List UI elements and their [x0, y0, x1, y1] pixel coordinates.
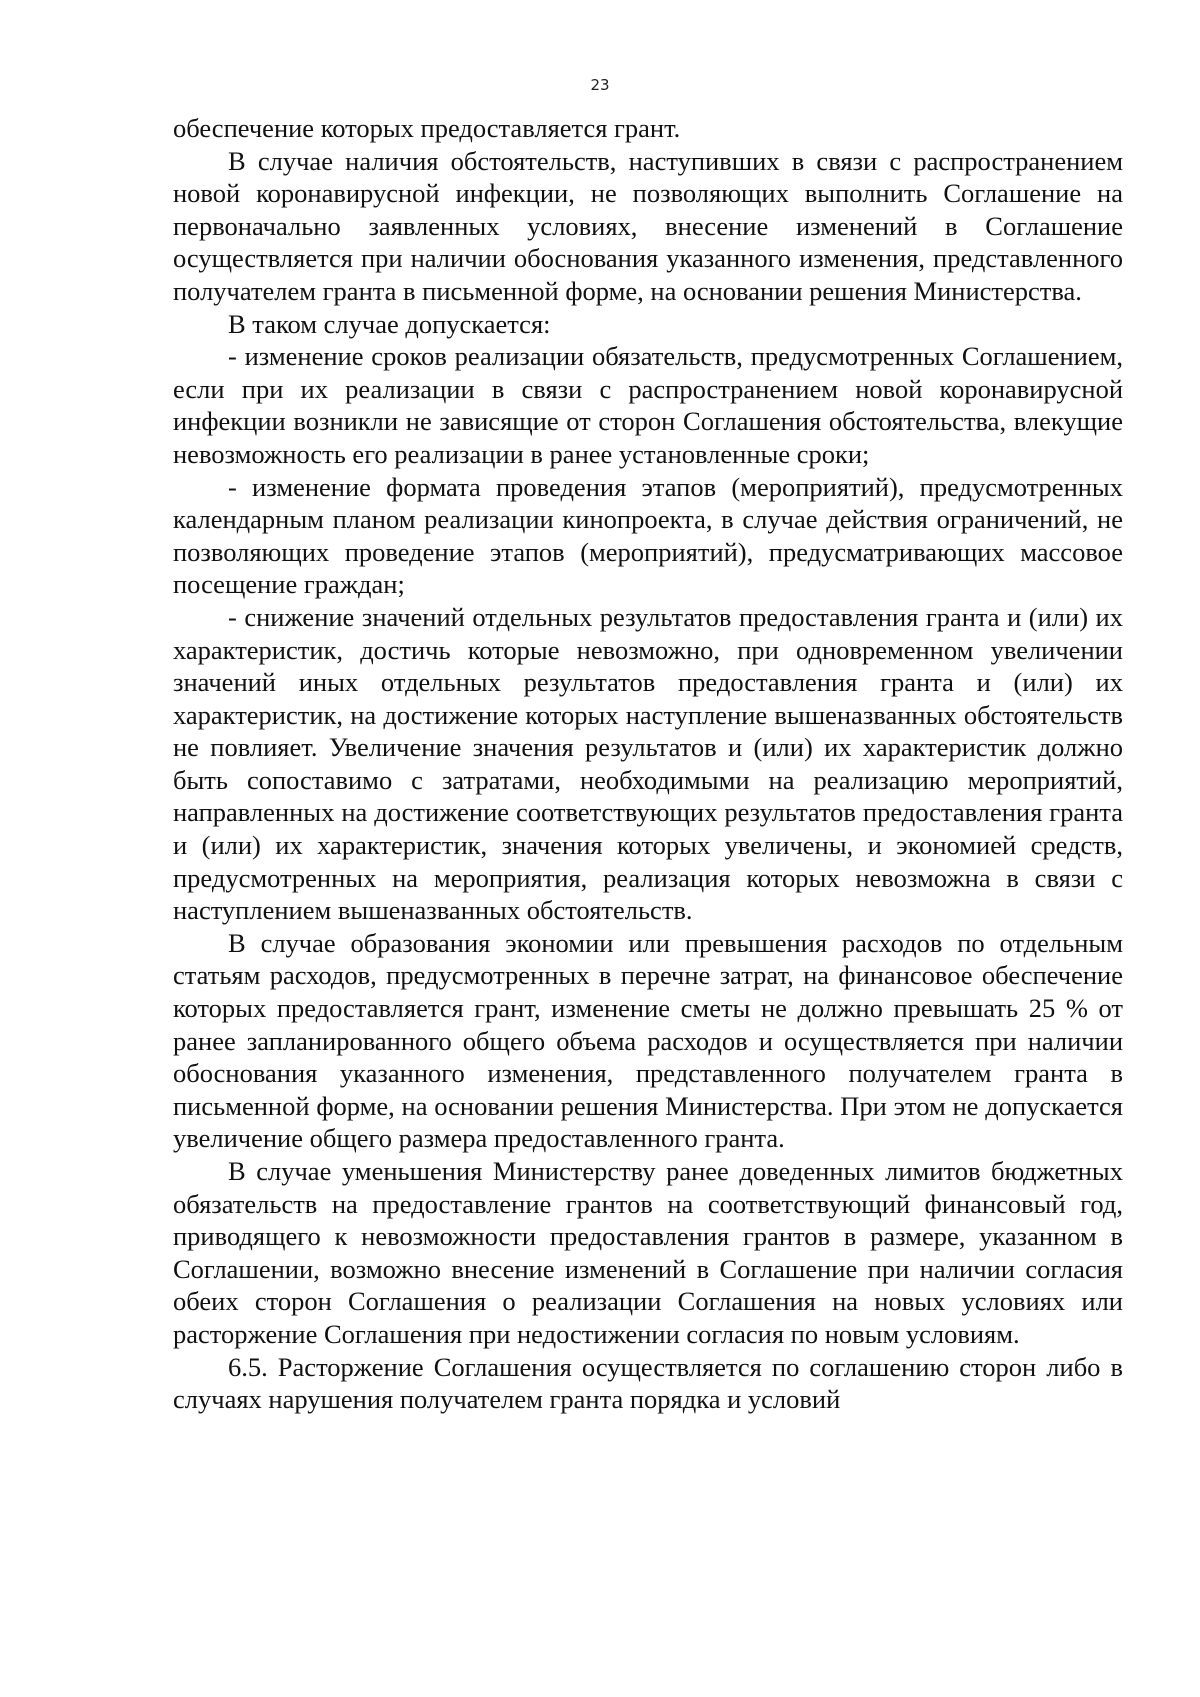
page-number: 23	[590, 76, 610, 94]
document-body	[173, 112, 1123, 1416]
paragraph-allowed-intro: В таком случае допускается:	[228, 308, 551, 339]
list-item-results: - снижение значений отдельных результатов предоставления гранта и (или) их характеристик, достичь которые невозможно, при одновременном увеличении значений иных отдельных результатов предоставления гранта и (или) их характеристик, на достижение которых наступление вышеназванных обстоятельств не повлияет. Увеличение значения результатов и (или) их характеристик должно быть сопоставимо с затратами, необходимыми на реализацию мероприятий, направленных на достижение соответствующих результатов предоставления гранта и (или) их характеристик, значения которых увеличены, и экономией средств, предусмотренных на мероприятия, реализация которых невозможна в связи с наступлением вышеназванных обстоятельств.	[173, 601, 1123, 926]
paragraph-budget-savings: В случае образования экономии или превышения расходов по отдельным статьям расходов, предусмотренных в перечне затрат, на финансовое обеспечение которых предоставляется грант, изменение сметы не должно превышать 25 % от ранее запланированного общего объема расходов и осуществляется при наличии обоснования указанного изменения, представленного получателем гранта в письменной форме, на основании решения Министерства. При этом не допускается увеличение общего размера предоставленного гранта.	[173, 927, 1123, 1154]
list-item-deadlines: - изменение сроков реализации обязательств, предусмотренных Соглашением, если при их реализации в связи с распространением новой коронавирусной инфекции возникли не зависящие от сторон Соглашения обстоятельства, влекущие невозможность его реализации в ранее установленные сроки;	[173, 341, 1123, 469]
list-item-format: - изменение формата проведения этапов (мероприятий), предусмотренных календарным планом реализации кинопроекта, в случае действия ограничений, не позволяющих проведение этапов (мероприятий), предусматривающих массовое посещение граждан;	[173, 471, 1123, 600]
paragraph-covid-changes: В случае наличия обстоятельств, наступивших в связи с распространением новой коронавирусной инфекции, не позволяющих выполнить Соглашение на первоначально заявленных условиях, внесение изменений в Соглашение осуществляется при наличии обоснования указанного изменения, представленного получателем гранта в письменной форме, на основании решения Министерства.	[173, 145, 1123, 306]
paragraph-continuation: обеспечение которых предоставляется грант.	[173, 113, 681, 143]
paragraph-limits-reduction: В случае уменьшения Министерству ранее доведенных лимитов бюджетных обязательств на предоставление грантов на соответствующий финансовый год, приводящего к невозможности предоставления грантов в размере, указанном в Соглашении, возможно внесение изменений в Соглашение при наличии согласия обеих сторон Соглашения о реализации Соглашения на новых условиях или расторжение Соглашения при недостижении согласия по новым условиям.	[173, 1156, 1123, 1349]
paragraph-termination: 6.5. Расторжение Соглашения осуществляется по соглашению сторон либо в случаях нарушения получателем гранта порядка и условий	[173, 1351, 1123, 1415]
